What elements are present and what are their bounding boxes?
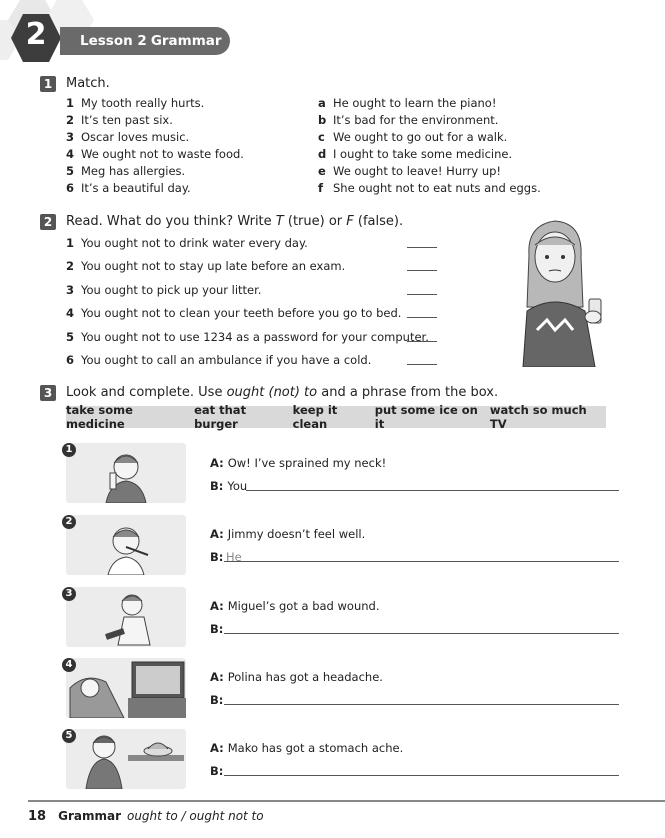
exercise-2-number: 2: [40, 214, 56, 230]
match-left-item: 2 It’s ten past six.: [66, 113, 173, 127]
match-left-item: 3 Oscar loves music.: [66, 130, 190, 144]
phrase-box: [66, 403, 606, 431]
phrase: watch so much TV: [489, 403, 587, 431]
item-3-number: 3: [62, 587, 76, 601]
item-1-line-a: A: Ow! I’ve sprained my neck!: [210, 456, 387, 470]
tf-answer-blank[interactable]: [407, 306, 437, 318]
match-left-item: 6 It’s a beautiful day.: [66, 181, 191, 195]
item-4-number: 4: [62, 658, 76, 672]
item-3-answer-line[interactable]: [224, 622, 619, 634]
item-5-answer-line[interactable]: [224, 764, 619, 776]
match-right-column: [318, 96, 541, 198]
page-number: 18: [28, 809, 47, 824]
picture-boy-wound: [66, 587, 186, 647]
exercise-3-number: 3: [40, 385, 56, 401]
match-right-item: d I ought to take some medicine.: [318, 147, 513, 161]
match-right-item: a He ought to learn the piano!: [318, 96, 497, 110]
lesson-number: 2: [25, 17, 47, 52]
lesson-label: Lesson 2: [80, 33, 147, 49]
match-right-item: f She ought not to eat nuts and eggs.: [318, 181, 541, 195]
item-4-line-a: A: Polina has got a headache.: [210, 670, 383, 684]
item-1-answer-line[interactable]: [246, 479, 619, 491]
match-left-item: 4 We ought not to waste food.: [66, 147, 244, 161]
phrase: take some medicine: [66, 403, 133, 431]
tf-answer-blank[interactable]: [407, 353, 437, 365]
match-left-item: 1 My tooth really hurts.: [66, 96, 205, 110]
item-5-line-a: A: Mako has got a stomach ache.: [210, 741, 404, 755]
item-4-line-b: B:: [210, 693, 224, 707]
picture-boy-thermometer: [66, 515, 186, 575]
footer-subtitle: ought to / ought not to: [126, 809, 264, 823]
item-2-number: 2: [62, 515, 76, 529]
tf-item: 5 You ought not to use 1234 as a password for your computer.: [66, 330, 429, 344]
tf-item: 6 You ought to call an ambulance if you have a cold.: [66, 353, 372, 367]
tf-item: 3 You ought to pick up your litter.: [66, 283, 262, 297]
exercise-1-title: Match.: [66, 76, 110, 91]
match-left-item: 5 Meg has allergies.: [66, 164, 186, 178]
exercise-2-title: Read. What do you think? Write T (true) or F (false).: [66, 214, 404, 229]
tf-answer-blank[interactable]: [407, 236, 437, 248]
tf-answer-blank[interactable]: [407, 330, 437, 342]
phrase: eat that burger: [194, 403, 247, 431]
exercise-3-title: Look and complete. Use ought (not) to and a phrase from the box.: [66, 385, 499, 400]
picture-boy-sprained-neck: [66, 443, 186, 503]
item-3-line-a: A: Miguel’s got a bad wound.: [210, 599, 380, 613]
item-3-line-b: B:: [210, 622, 224, 636]
exercise-1-number: 1: [40, 76, 56, 92]
match-right-item: b It’s bad for the environment.: [318, 113, 499, 127]
phrase: keep it clean: [292, 403, 338, 431]
match-right-item: c We ought to go out for a walk.: [318, 130, 508, 144]
item-4-answer-line[interactable]: [224, 693, 619, 705]
lesson-topic: Grammar: [150, 33, 222, 49]
tf-answer-blank[interactable]: [407, 259, 437, 271]
tf-item: 2 You ought not to stay up late before an exam.: [66, 259, 346, 273]
item-5-line-b: B:: [210, 764, 224, 778]
lesson-title-bar: [60, 27, 230, 55]
item-2-line-a: A: Jimmy doesn’t feel well.: [210, 527, 366, 541]
girl-with-glass-illustration: [515, 215, 615, 367]
picture-boy-stomach-ache: [66, 729, 186, 789]
item-2-line-b: B:: [210, 550, 224, 564]
item-2-answer-line[interactable]: [224, 550, 619, 562]
picture-girl-watching-tv: [66, 658, 186, 718]
tf-item: 4 You ought not to clean your teeth before you go to bed.: [66, 306, 402, 320]
item-2-example-hint: He: [226, 550, 242, 564]
item-5-number: 5: [62, 729, 76, 743]
tf-item: 1 You ought not to drink water every day.: [66, 236, 308, 250]
page-footer: [28, 809, 264, 824]
tf-answer-blank[interactable]: [407, 283, 437, 295]
match-left-column: [66, 96, 244, 198]
item-1-line-b: B: You: [210, 479, 248, 493]
footer-section: Grammar: [58, 809, 121, 823]
item-1-number: 1: [62, 443, 76, 457]
phrase: put some ice on it: [374, 403, 478, 431]
footer-divider: [28, 800, 665, 802]
match-right-item: e We ought to leave! Hurry up!: [318, 164, 502, 178]
